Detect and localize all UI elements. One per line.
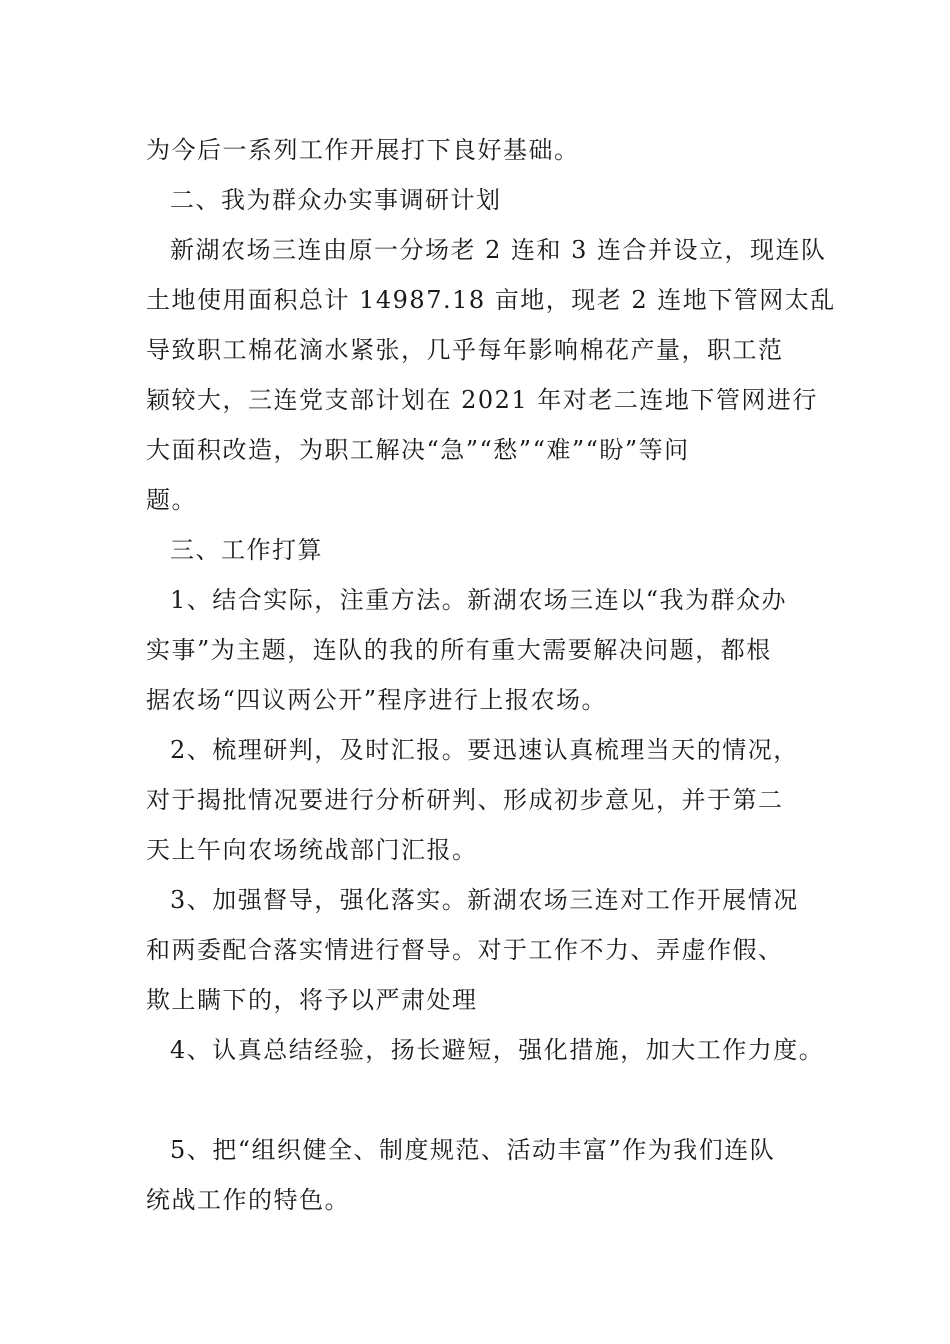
text-line: 4、认真总结经验，扬长避短，强化措施，加大工作力度。 bbox=[170, 1036, 825, 1064]
text-line: 对于揭批情况要进行分析研判、形成初步意见，并于第二 bbox=[146, 786, 784, 814]
text-line: 新湖农场三连由原一分场老 2 连和 3 连合并设立，现连队 bbox=[170, 236, 827, 264]
text-line: 2、梳理研判，及时汇报。要迅速认真梳理当天的情况， bbox=[170, 736, 799, 764]
text-line: 导致职工棉花滴水紧张，几乎每年影响棉花产量，职工范 bbox=[146, 336, 784, 364]
text-line: 题。 bbox=[146, 486, 197, 514]
text-line: 和两委配合落实情进行督导。对于工作不力、弄虚作假、 bbox=[146, 936, 784, 964]
text-line: 1、结合实际，注重方法。新湖农场三连以“我为群众办 bbox=[170, 586, 788, 614]
text-line: 颖较大，三连党支部计划在 2021 年对老二连地下管网进行 bbox=[146, 386, 818, 414]
text-line: 5、把“组织健全、制度规范、活动丰富”作为我们连队 bbox=[170, 1136, 776, 1164]
text-line: 3、加强督导，强化落实。新湖农场三连对工作开展情况 bbox=[170, 886, 799, 914]
text-line: 土地使用面积总计 14987.18 亩地，现老 2 连地下管网太乱 bbox=[146, 286, 836, 314]
text-line: 统战工作的特色。 bbox=[146, 1186, 350, 1214]
text-line: 为今后一系列工作开展打下良好基础。 bbox=[146, 136, 580, 164]
text-line: 欺上瞒下的，将予以严肃处理 bbox=[146, 986, 478, 1014]
text-line: 实事”为主题，连队的我的所有重大需要解决问题，都根 bbox=[146, 636, 772, 664]
text-line: 据农场“四议两公开”程序进行上报农场。 bbox=[146, 686, 608, 714]
section-heading: 二、我为群众办实事调研计划 bbox=[170, 186, 502, 214]
section-heading: 三、工作打算 bbox=[170, 536, 323, 564]
text-line: 大面积改造，为职工解决“急”“愁”“难”“盼”等问 bbox=[146, 436, 690, 464]
text-line: 天上午向农场统战部门汇报。 bbox=[146, 836, 478, 864]
